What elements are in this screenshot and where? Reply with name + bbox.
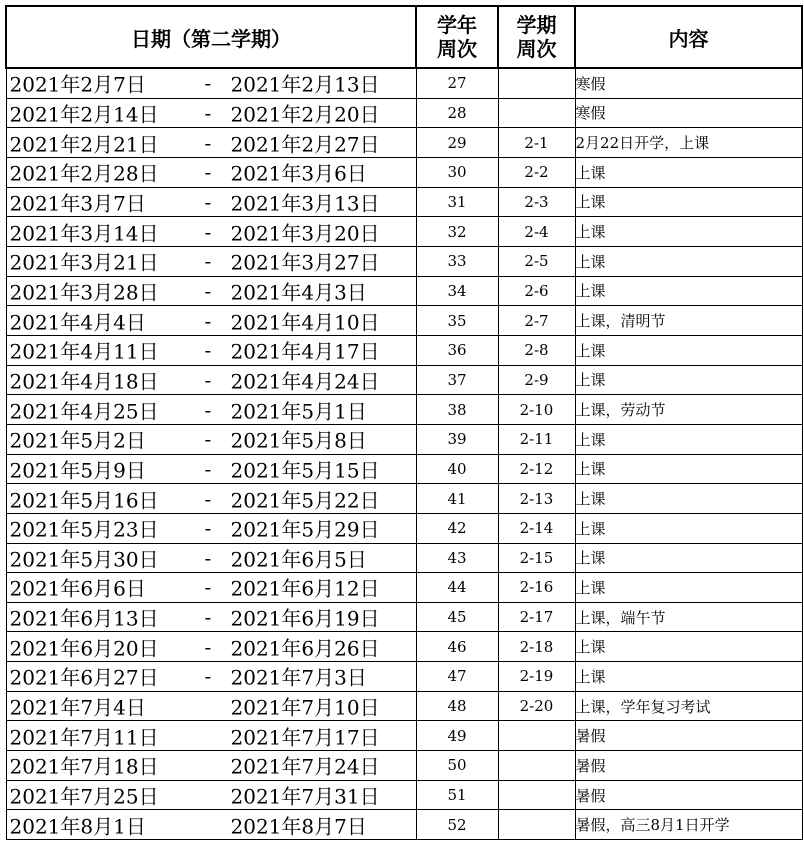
content-cell: 上课，清明节 [575, 306, 802, 336]
start-date: 2021年3月21日 [9, 250, 159, 275]
term-week-cell: 2-3 [498, 187, 575, 217]
content-cell: 寒假 [575, 98, 802, 128]
start-date: 2021年5月16日 [9, 488, 159, 513]
year-week-cell: 50 [416, 751, 498, 781]
term-week-cell [498, 721, 575, 751]
date-range-cell [6, 306, 416, 336]
date-separator: - [204, 516, 212, 541]
date-separator: - [204, 338, 212, 363]
term-week-header-line2: 周次 [516, 37, 557, 61]
year-week-cell: 43 [416, 543, 498, 573]
date-separator: - [204, 249, 212, 274]
start-date: 2021年5月30日 [9, 547, 159, 572]
date-range-cell [6, 276, 416, 306]
content-cell: 上课 [575, 187, 802, 217]
date-separator: - [204, 71, 212, 96]
year-week-cell: 44 [416, 573, 498, 603]
year-week-cell: 32 [416, 217, 498, 247]
date-range-cell [6, 157, 416, 187]
content-cell: 上课 [575, 632, 802, 662]
year-week-cell: 45 [416, 602, 498, 632]
table-row [6, 98, 802, 128]
date-range-cell [6, 780, 416, 810]
end-date: 2021年6月12日 [230, 576, 380, 601]
date-separator: - [204, 189, 212, 214]
date-separator: - [204, 308, 212, 333]
end-date: 2021年6月5日 [230, 547, 367, 572]
table-row [6, 810, 802, 840]
year-week-header [416, 6, 498, 68]
start-date: 2021年6月27日 [9, 665, 159, 690]
term-week-cell: 2-8 [498, 335, 575, 365]
table-row [6, 721, 802, 751]
date-separator: - [204, 367, 212, 392]
end-date: 2021年3月6日 [230, 161, 367, 186]
date-range-cell [6, 395, 416, 425]
date-range-cell [6, 513, 416, 543]
start-date: 2021年7月11日 [9, 725, 159, 750]
content-cell: 上课 [575, 246, 802, 276]
start-date: 2021年3月28日 [9, 280, 159, 305]
date-range-cell [6, 573, 416, 603]
end-date: 2021年3月27日 [230, 250, 380, 275]
content-cell: 上课 [575, 454, 802, 484]
table-row [6, 335, 802, 365]
year-week-cell: 37 [416, 365, 498, 395]
table-row [6, 246, 802, 276]
year-week-cell: 40 [416, 454, 498, 484]
date-separator: - [204, 456, 212, 481]
header-row [6, 6, 802, 68]
year-week-cell: 28 [416, 98, 498, 128]
table-row [6, 691, 802, 721]
start-date: 2021年3月7日 [9, 191, 146, 216]
term-week-cell: 2-16 [498, 573, 575, 603]
table-row [6, 780, 802, 810]
table-row [6, 395, 802, 425]
term-week-cell: 2-20 [498, 691, 575, 721]
date-separator: - [204, 160, 212, 185]
content-cell: 上课 [575, 543, 802, 573]
content-cell: 上课 [575, 365, 802, 395]
end-date: 2021年4月3日 [230, 280, 367, 305]
start-date: 2021年6月20日 [9, 636, 159, 661]
date-range-cell [6, 365, 416, 395]
content-cell: 上课 [575, 662, 802, 692]
year-week-cell: 38 [416, 395, 498, 425]
end-date: 2021年2月27日 [230, 132, 380, 157]
year-week-cell: 51 [416, 780, 498, 810]
date-range-cell [6, 751, 416, 781]
year-week-cell: 48 [416, 691, 498, 721]
end-date: 2021年5月22日 [230, 488, 380, 513]
term-week-cell: 2-9 [498, 365, 575, 395]
year-week-cell: 42 [416, 513, 498, 543]
end-date: 2021年4月10日 [230, 310, 380, 335]
content-cell: 暑假 [575, 751, 802, 781]
date-separator: - [204, 397, 212, 422]
date-range-cell [6, 662, 416, 692]
term-week-cell: 2-2 [498, 157, 575, 187]
content-cell: 暑假 [575, 721, 802, 751]
end-date: 2021年2月20日 [230, 102, 380, 127]
term-week-cell [498, 810, 575, 840]
term-week-cell: 2-19 [498, 662, 575, 692]
term-week-cell [498, 98, 575, 128]
date-range-cell [6, 632, 416, 662]
content-cell: 上课，学年复习考试 [575, 691, 802, 721]
start-date: 2021年4月25日 [9, 399, 159, 424]
table-row [6, 602, 802, 632]
start-date: 2021年7月4日 [9, 695, 146, 720]
date-range-cell [6, 217, 416, 247]
start-date: 2021年4月18日 [9, 369, 159, 394]
table-row [6, 306, 802, 336]
end-date: 2021年5月15日 [230, 458, 380, 483]
year-week-cell: 29 [416, 128, 498, 158]
table-row [6, 632, 802, 662]
date-range-cell [6, 424, 416, 454]
term-week-cell: 2-1 [498, 128, 575, 158]
start-date: 2021年4月4日 [9, 310, 146, 335]
term-week-cell: 2-14 [498, 513, 575, 543]
content-cell: 上课 [575, 484, 802, 514]
content-cell: 暑假，高三8月1日开学 [575, 810, 802, 840]
date-range-cell [6, 454, 416, 484]
year-week-cell: 39 [416, 424, 498, 454]
end-date: 2021年4月17日 [230, 339, 380, 364]
table-row [6, 513, 802, 543]
content-cell: 上课 [575, 335, 802, 365]
term-week-header [498, 6, 575, 68]
content-cell: 上课 [575, 424, 802, 454]
year-week-cell: 41 [416, 484, 498, 514]
content-cell: 上课 [575, 573, 802, 603]
date-range-cell [6, 98, 416, 128]
date-separator: - [204, 130, 212, 155]
end-date: 2021年3月13日 [230, 191, 380, 216]
end-date: 2021年5月1日 [230, 399, 367, 424]
content-cell: 2月22日开学，上课 [575, 128, 802, 158]
end-date: 2021年6月26日 [230, 636, 380, 661]
date-separator: - [204, 575, 212, 600]
start-date: 2021年2月28日 [9, 161, 159, 186]
start-date: 2021年2月14日 [9, 102, 159, 127]
date-separator: - [204, 100, 212, 125]
content-cell: 上课 [575, 157, 802, 187]
year-week-cell: 49 [416, 721, 498, 751]
content-cell: 上课，端午节 [575, 602, 802, 632]
year-week-cell: 33 [416, 246, 498, 276]
start-date: 2021年6月13日 [9, 606, 159, 631]
content-cell: 上课 [575, 513, 802, 543]
school-calendar-table [5, 5, 803, 840]
content-cell: 上课 [575, 217, 802, 247]
year-week-header-line1: 学年 [437, 13, 477, 37]
date-range-cell [6, 484, 416, 514]
content-header: 内容 [575, 6, 802, 68]
start-date: 2021年5月23日 [9, 517, 159, 542]
table-row [6, 662, 802, 692]
end-date: 2021年6月19日 [230, 606, 380, 631]
end-date: 2021年2月13日 [230, 72, 380, 97]
year-week-cell: 27 [416, 68, 498, 98]
date-range-cell [6, 187, 416, 217]
table-row [6, 128, 802, 158]
end-date: 2021年7月24日 [230, 754, 380, 779]
start-date: 2021年7月25日 [9, 784, 159, 809]
term-week-cell: 2-7 [498, 306, 575, 336]
date-range-cell [6, 543, 416, 573]
date-separator: - [204, 486, 212, 511]
year-week-cell: 30 [416, 157, 498, 187]
content-cell: 上课 [575, 276, 802, 306]
term-week-cell: 2-15 [498, 543, 575, 573]
year-week-cell: 31 [416, 187, 498, 217]
year-week-cell: 34 [416, 276, 498, 306]
date-separator: - [204, 634, 212, 659]
term-week-cell: 2-12 [498, 454, 575, 484]
year-week-cell: 35 [416, 306, 498, 336]
end-date: 2021年7月17日 [230, 725, 380, 750]
start-date: 2021年5月2日 [9, 428, 146, 453]
content-cell: 暑假 [575, 780, 802, 810]
date-range-cell [6, 335, 416, 365]
table-row [6, 573, 802, 603]
start-date: 2021年3月14日 [9, 221, 159, 246]
start-date: 2021年2月7日 [9, 72, 146, 97]
table-row [6, 424, 802, 454]
start-date: 2021年6月6日 [9, 576, 146, 601]
date-range-cell [6, 602, 416, 632]
start-date: 2021年5月9日 [9, 458, 146, 483]
term-week-header-line1: 学期 [516, 13, 557, 37]
term-week-cell [498, 780, 575, 810]
end-date: 2021年3月20日 [230, 221, 380, 246]
table-row [6, 157, 802, 187]
date-range-cell [6, 810, 416, 840]
table-row [6, 365, 802, 395]
end-date: 2021年5月29日 [230, 517, 380, 542]
content-cell: 寒假 [575, 68, 802, 98]
year-week-cell: 36 [416, 335, 498, 365]
year-week-header-line2: 周次 [437, 37, 477, 61]
term-week-cell: 2-11 [498, 424, 575, 454]
term-week-cell: 2-10 [498, 395, 575, 425]
end-date: 2021年8月7日 [230, 814, 367, 839]
term-week-cell [498, 68, 575, 98]
table-row [6, 68, 802, 98]
date-separator: - [204, 278, 212, 303]
table-row [6, 187, 802, 217]
end-date: 2021年7月3日 [230, 665, 367, 690]
end-date: 2021年4月24日 [230, 369, 380, 394]
end-date: 2021年7月31日 [230, 784, 380, 809]
term-week-cell [498, 751, 575, 781]
date-separator: - [204, 664, 212, 689]
table-row [6, 751, 802, 781]
date-separator: - [204, 427, 212, 452]
calendar-body [6, 68, 802, 840]
table-row [6, 484, 802, 514]
date-separator: - [204, 605, 212, 630]
date-separator: - [204, 545, 212, 570]
start-date: 2021年8月1日 [9, 814, 146, 839]
date-range-cell [6, 68, 416, 98]
table-row [6, 543, 802, 573]
date-range-cell [6, 691, 416, 721]
date-range-cell [6, 721, 416, 751]
term-week-cell: 2-17 [498, 602, 575, 632]
table-row [6, 217, 802, 247]
table-row [6, 454, 802, 484]
term-week-cell: 2-5 [498, 246, 575, 276]
end-date: 2021年5月8日 [230, 428, 367, 453]
date-range-cell [6, 128, 416, 158]
start-date: 2021年2月21日 [9, 132, 159, 157]
term-week-cell: 2-6 [498, 276, 575, 306]
term-week-cell: 2-4 [498, 217, 575, 247]
year-week-cell: 47 [416, 662, 498, 692]
year-week-cell: 46 [416, 632, 498, 662]
start-date: 2021年4月11日 [9, 339, 159, 364]
date-range-cell [6, 246, 416, 276]
content-cell: 上课，劳动节 [575, 395, 802, 425]
year-week-cell: 52 [416, 810, 498, 840]
table-row [6, 276, 802, 306]
term-week-cell: 2-13 [498, 484, 575, 514]
start-date: 2021年7月18日 [9, 754, 159, 779]
term-week-cell: 2-18 [498, 632, 575, 662]
end-date: 2021年7月10日 [230, 695, 380, 720]
date-separator: - [204, 219, 212, 244]
date-header: 日期（第二学期） [6, 6, 416, 68]
